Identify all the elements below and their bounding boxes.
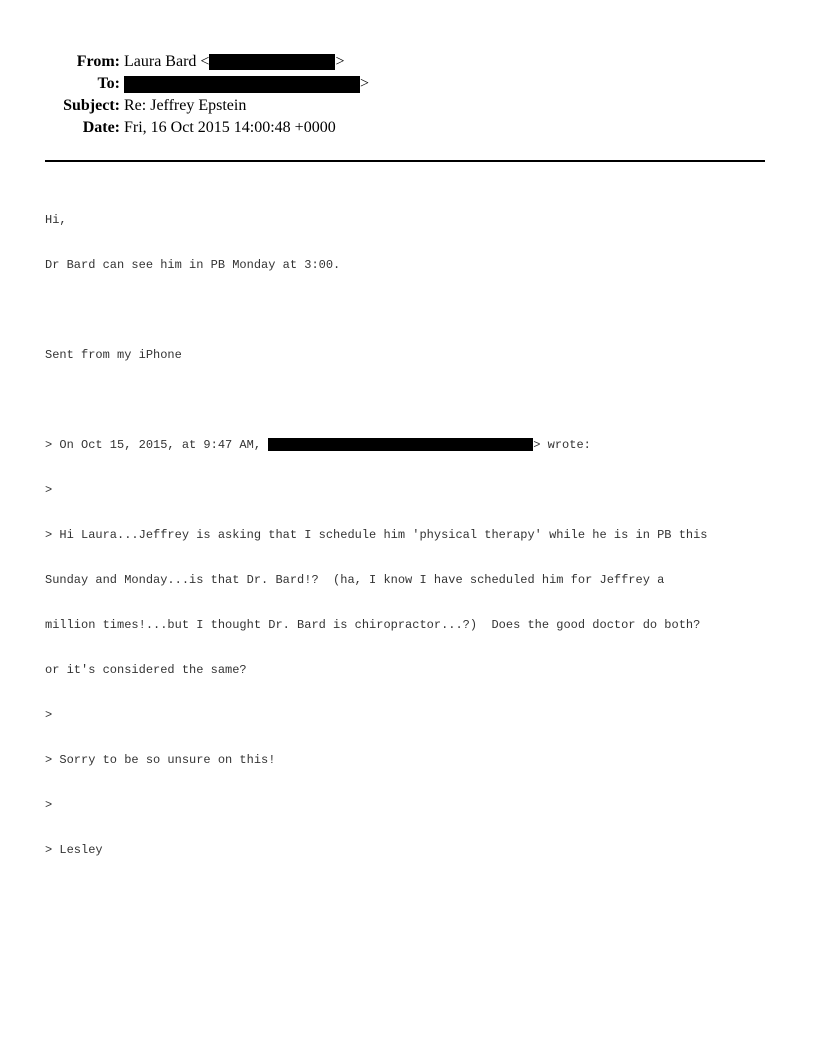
email-body <box>45 183 775 873</box>
attribution-prefix: > On Oct 15, 2015, at 9:47 AM, <box>45 438 269 452</box>
body-line <box>45 303 775 318</box>
body-line: > <box>45 708 53 722</box>
from-close: > <box>335 53 345 70</box>
body-line: Sunday and Monday...is that Dr. Bard!? (ha, I know I have scheduled him for Jeffrey a <box>45 573 665 587</box>
body-line: > <box>45 798 53 812</box>
to-label: To: <box>97 75 120 92</box>
date-value: Fri, 16 Oct 2015 14:00:48 +0000 <box>124 119 336 136</box>
body-line: > Hi Laura...Jeffrey is asking that I schedule him 'physical therapy' while he is in PB this <box>45 528 708 542</box>
body-line <box>45 393 775 408</box>
quoted-attribution-line <box>45 438 775 453</box>
body-line: > <box>45 483 53 497</box>
body-line: Dr Bard can see him in PB Monday at 3:00. <box>45 258 341 272</box>
from-value <box>124 52 344 72</box>
from-name: Laura Bard < <box>124 53 210 70</box>
body-line: million times!...but I thought Dr. Bard is chiropractor...?) Does the good doctor do both? <box>45 618 701 632</box>
redaction-bar <box>209 54 335 70</box>
attribution-suffix: > wrote: <box>533 438 591 452</box>
date-label: Date: <box>82 119 120 136</box>
from-label: From: <box>76 53 120 70</box>
body-line: or it's considered the same? <box>45 663 247 677</box>
to-close: > <box>360 75 370 92</box>
body-line: Hi, <box>45 213 67 227</box>
redaction-bar <box>268 438 533 451</box>
body-line: > Lesley <box>45 843 103 857</box>
subject-value: Re: Jeffrey Epstein <box>124 97 247 114</box>
subject-label: Subject: <box>63 97 120 114</box>
header-divider <box>45 160 765 162</box>
body-line: > Sorry to be so unsure on this! <box>45 753 276 767</box>
body-line: Sent from my iPhone <box>45 348 182 362</box>
to-value <box>124 74 369 94</box>
redaction-bar <box>124 76 360 93</box>
